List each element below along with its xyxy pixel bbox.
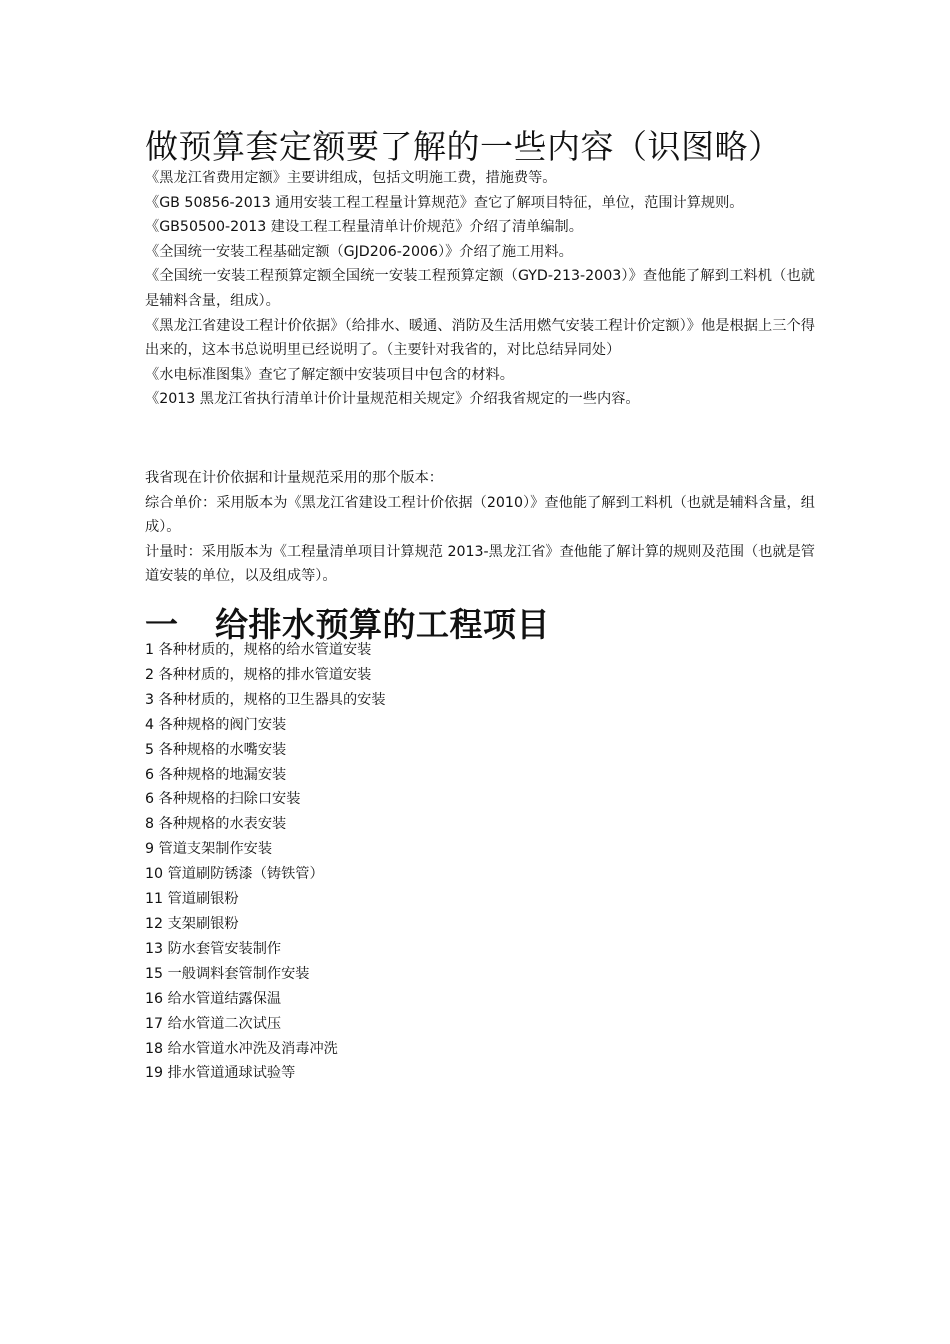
reference-item: 《黑龙江省建设工程计价依据》（给排水、暖通、消防及生活用燃气安装工程计价定额）》他是根据上三个得出来的，这本书总说明里已经说明了。（主要针对我省的，对比总结异同处） (145, 317, 815, 359)
list-item: 8 各种规格的水表安装 (145, 816, 287, 833)
version-intro: 我省现在计价依据和计量规范采用的那个版本： (145, 470, 443, 486)
section-title: 给排水预算的工程项目 (215, 605, 550, 645)
list-item: 6 各种规格的扫除口安装 (145, 791, 301, 808)
list-item: 17 给水管道二次试压 (145, 1015, 282, 1032)
list-item: 9 管道支架制作安装 (145, 841, 273, 858)
list-item: 2 各种材质的，规格的排水管道安装 (145, 666, 372, 683)
reference-item: 《2013 黑龙江省执行清单计价计量规范相关规定》介绍我省规定的一些内容。 (145, 391, 640, 408)
list-item: 16 给水管道结露保温 (145, 990, 282, 1007)
reference-item: 《全国统一安装工程预算定额全国统一安装工程预算定额（GYD-213-2003）》查他能了解到工料机（也就是辅料含量，组成）。 (145, 268, 815, 309)
reference-item: 《水电标准图集》查它了解定额中安装项目中包含的材料。 (145, 366, 514, 383)
reference-item: 《GB 50856-2013 通用安装工程工程量计算规范》查它了解项目特征，单位，范围计算规则。 (145, 194, 744, 211)
reference-list (145, 166, 815, 412)
list-item: 4 各种规格的阀门安装 (145, 716, 287, 733)
reference-item: 《黑龙江省费用定额》主要讲组成，包括文明施工费，措施费等。 (145, 170, 557, 186)
list-item: 18 给水管道水冲洗及消毒冲洗 (145, 1040, 338, 1057)
document-title: 做预算套定额要了解的一些内容（识图略） (145, 127, 782, 167)
list-item: 10 管道刷防锈漆（铸铁管） (145, 866, 324, 883)
list-item: 13 防水套管安装制作 (145, 940, 282, 957)
list-item: 12 支架刷银粉 (145, 915, 239, 932)
reference-item: 《全国统一安装工程基础定额（GJD206-2006）》介绍了施工用料。 (145, 243, 573, 260)
reference-item: 《GB50500-2013 建设工程工程量清单计价规范》介绍了清单编制。 (145, 219, 583, 236)
version-notes (145, 466, 815, 589)
list-item: 5 各种规格的水嘴安装 (145, 741, 287, 758)
list-item: 3 各种材质的，规格的卫生器具的安装 (145, 691, 386, 708)
section-number: 一 (145, 605, 179, 645)
version-note-measurement: 计量时：采用版本为《工程量清单项目计算规范 2013-黑龙江省》查他能了解计算的规则及范围（也就是管道安装的单位，以及组成等）。 (145, 543, 815, 585)
list-item: 1 各种材质的，规格的给水管道安装 (145, 642, 372, 658)
list-item: 19 排水管道通球试验等 (145, 1065, 296, 1082)
list-item: 15 一般调料套管制作安装 (145, 965, 310, 982)
list-item: 6 各种规格的地漏安装 (145, 766, 287, 783)
project-item-list (145, 638, 745, 1086)
list-item: 11 管道刷银粉 (145, 891, 239, 908)
version-note-pricing: 综合单价：采用版本为《黑龙江省建设工程计价依据（2010）》查他能了解到工料机（也就是辅料含量，组成）。 (145, 494, 815, 536)
